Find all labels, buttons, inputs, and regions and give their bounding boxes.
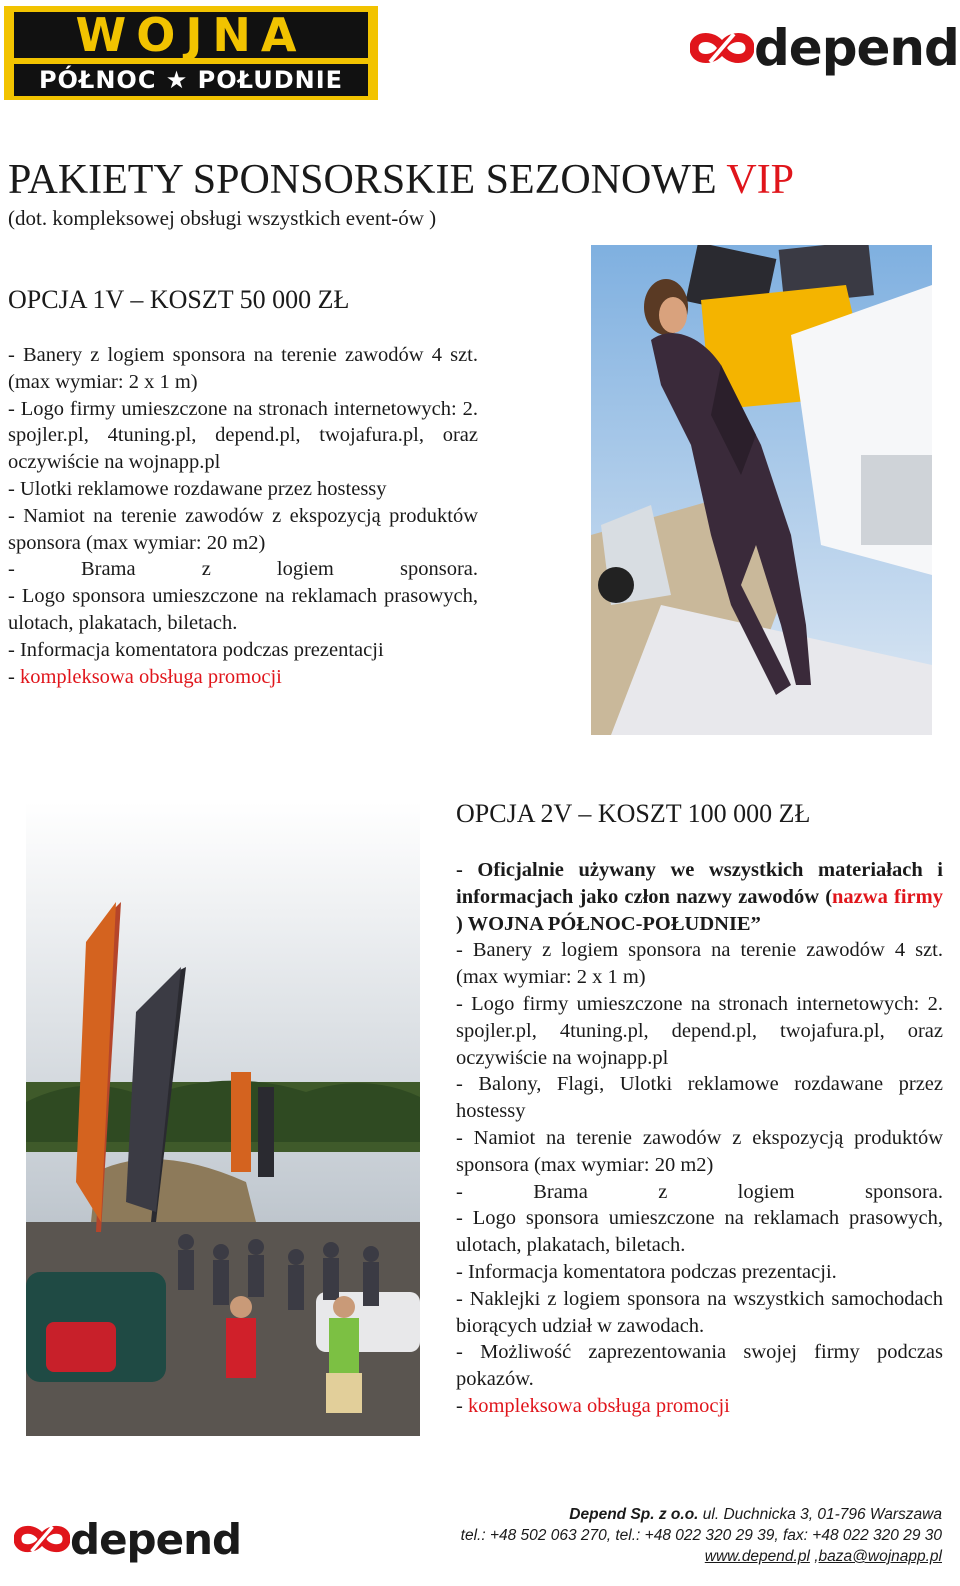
footer-address-line <box>422 1504 942 1525</box>
footer-links <box>422 1546 942 1567</box>
wojna-logo-word: WOJNA <box>14 12 368 58</box>
option-1-item: - Namiot na terenie zawodów z ekspozycją produktów sponsora (max wymiar: 20 m2) <box>8 504 478 554</box>
option-1-list <box>8 342 478 690</box>
option-2-item: - Banery z logiem sponsora na terenie zawodów 4 szt. (max wymiar: 2 x 1 m) <box>456 939 943 989</box>
footer-email-link[interactable]: baza@wojnapp.pl <box>818 1548 942 1565</box>
option-2-item: - Namiot na terenie zawodów z ekspozycją produktów sponsora (max wymiar: 20 m2) <box>456 1126 943 1176</box>
option-1-last-prefix: - <box>8 665 20 688</box>
option-1-item: - Informacja komentatora podczas prezentacji <box>8 638 384 661</box>
option-2-heading: OPCJA 2V – KOSZT 100 000 ZŁ <box>456 799 811 828</box>
option-1-last-item <box>8 664 478 691</box>
depend-logo-word: depend <box>70 1514 242 1564</box>
option-1-item: - Logo firmy umieszczone na stronach internetowych: 2. spojler.pl, 4tuning.pl, depend.pl, twojafura.pl, oraz oczywiście na wojnapp.pl <box>8 397 478 474</box>
wojna-logo-subtitle: PÓŁNOC ★ POŁUDNIE <box>14 64 368 96</box>
footer-company: Depend Sp. z o.o. <box>569 1506 699 1523</box>
option-2-item: - Brama z logiem sponsora. <box>456 1180 943 1203</box>
option-2-item: - Informacja komentatora podczas prezentacji. <box>456 1260 837 1283</box>
option-2-last-prefix: - <box>456 1394 468 1417</box>
option-1-item: - Brama z logiem sponsora. <box>8 558 478 581</box>
option-2-official-name-item <box>456 857 943 937</box>
option-1-item: - Logo sponsora umieszczone na reklamach prasowych, ulotach, plakatach, biletach. <box>8 585 478 634</box>
depend-logo-word: depend <box>754 19 959 77</box>
option-1-item: - Ulotki reklamowe rozdawane przez hostessy <box>8 477 387 500</box>
option-1-item: - Banery z logiem sponsora na terenie zawodów 4 szt. (max wymiar: 2 x 1 m) <box>8 344 478 393</box>
depend-logo <box>690 20 959 76</box>
page-title-highlight: VIP <box>726 157 795 203</box>
depend-infinity-icon <box>690 28 754 68</box>
option-2-intro-start: - Oficjalnie używany we wszystkich materiałach i informacjach jako człon nazwy zawodów ( <box>456 859 943 908</box>
option-2-item: - Balony, Flagi, Ulotki reklamowe rozdawane przez hostessy <box>456 1073 943 1123</box>
page-title-text: PAKIETY SPONSORSKIE SEZONOWE <box>8 157 717 203</box>
option-2-item: - Naklejki z logiem sponsora na wszystkich samochodach biorących udział w zawodach. <box>456 1287 943 1337</box>
depend-footer-logo <box>14 1516 241 1562</box>
option-2-list <box>456 857 943 1420</box>
footer-contact <box>422 1504 942 1567</box>
option-1-last-highlight: kompleksowa obsługa promocji <box>19 665 282 688</box>
option-2-item: - Możliwość zaprezentowania swojej firmy podczas pokazów. <box>456 1341 943 1391</box>
hostess-photo <box>591 245 932 735</box>
option-2-item: - Logo firmy umieszczone na stronach internetowych: 2. spojler.pl, 4tuning.pl, depend.pl, twojafura.pl, oraz oczywiście na wojnapp.pl <box>456 992 943 1069</box>
footer-website-link[interactable]: www.depend.pl <box>704 1548 810 1565</box>
option-1-heading: OPCJA 1V – KOSZT 50 000 ZŁ <box>8 285 350 314</box>
event-crowd-photo <box>26 802 420 1436</box>
wojna-polnoc-poludnie-logo <box>4 6 378 100</box>
option-2-last-highlight: kompleksowa obsługa promocji <box>467 1394 730 1417</box>
option-2-item: - Logo sponsora umieszczone na reklamach prasowych, ulotach, plakatach, biletach. <box>456 1207 943 1257</box>
footer-separator: , <box>809 1548 819 1565</box>
option-2-intro-end: ) WOJNA PÓŁNOC-POŁUDNIE” <box>456 912 761 935</box>
page-subtitle: (dot. kompleksowej obsługi wszystkich event-ów ) <box>8 206 437 230</box>
page-title <box>8 156 794 204</box>
footer-address: ul. Duchnicka 3, 01-796 Warszawa <box>698 1506 942 1523</box>
option-2-intro-highlight: nazwa firmy <box>832 885 943 908</box>
option-2-last-item <box>456 1393 943 1420</box>
depend-infinity-icon <box>14 1521 70 1557</box>
footer-phones: tel.: +48 502 063 270, tel.: +48 022 320 29 39, fax: +48 022 320 29 30 <box>460 1527 942 1544</box>
